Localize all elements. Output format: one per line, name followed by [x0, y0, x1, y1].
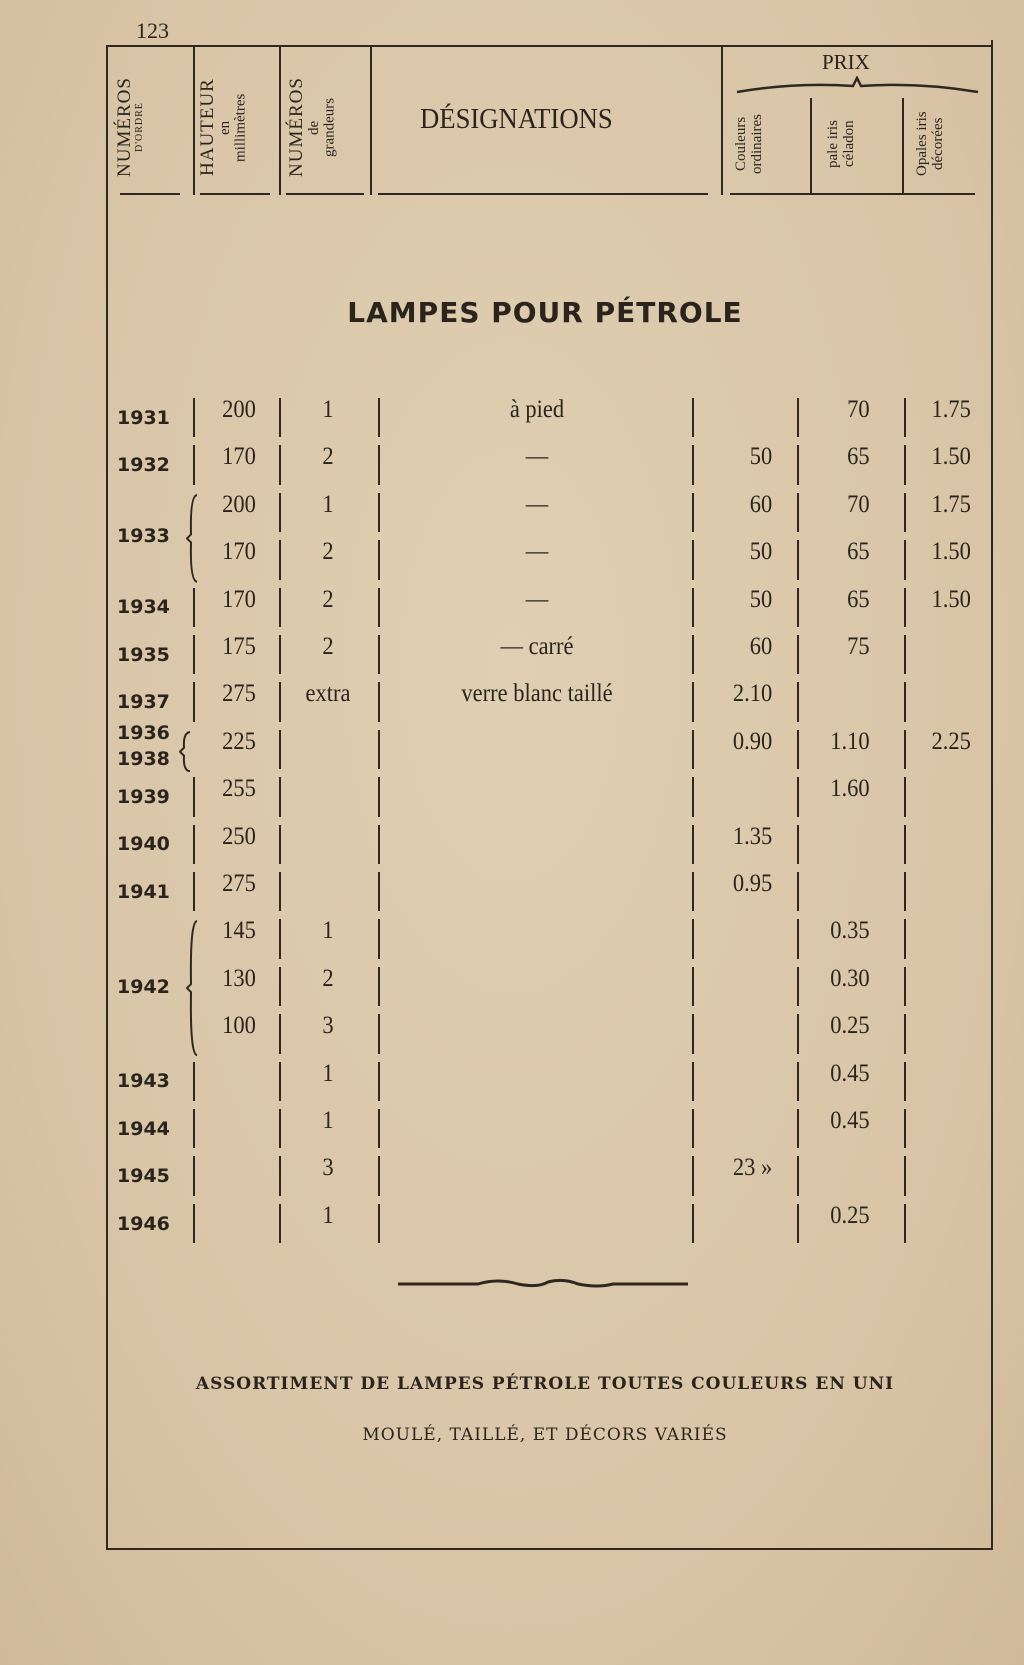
- column-rule: [904, 730, 906, 769]
- price-pale-cell: 75: [847, 633, 870, 660]
- column-rule: [692, 445, 694, 484]
- column-rule: [279, 919, 281, 958]
- column-rule: [279, 588, 281, 627]
- price-opales-cell: 1.50: [931, 585, 971, 613]
- hauteur-cell: 225: [222, 727, 256, 755]
- column-rule: [193, 825, 195, 864]
- section-title: LAMPES POUR PÉTROLE: [347, 296, 743, 329]
- hauteur-cell: 200: [222, 490, 256, 518]
- column-rule: [692, 919, 694, 958]
- column-rule: [378, 588, 380, 627]
- column-rule: [692, 1014, 694, 1053]
- column-rule: [797, 493, 799, 532]
- header-numeros-ordre: [115, 70, 145, 185]
- price-opales-cell: 1.50: [931, 538, 971, 566]
- column-rule: [797, 540, 799, 579]
- price-pale-cell: 0.25: [830, 1012, 870, 1040]
- column-rule: [378, 730, 380, 769]
- grandeur-cell: 2: [322, 964, 334, 992]
- column-rule: [279, 493, 281, 532]
- column-rule: [193, 1204, 195, 1243]
- header-text: HAUTEUR: [197, 78, 218, 177]
- grandeur-cell: 1: [322, 1059, 334, 1087]
- column-rule: [279, 777, 281, 816]
- column-rule: [692, 1156, 694, 1195]
- header-rule: [378, 193, 708, 195]
- header-divider: [279, 47, 281, 195]
- column-rule: [797, 1204, 799, 1243]
- grandeur-cell: 1: [322, 490, 334, 518]
- column-rule: [692, 872, 694, 911]
- column-rule: [378, 777, 380, 816]
- grandeur-cell: 3: [322, 1012, 334, 1040]
- price-opales-cell: 2.25: [931, 727, 971, 755]
- column-rule: [904, 682, 906, 721]
- order-number: 1946: [117, 1212, 170, 1235]
- order-number: 1937: [117, 691, 170, 714]
- header-text: ordinaires: [748, 114, 765, 174]
- column-rule: [378, 1062, 380, 1101]
- column-rule: [692, 967, 694, 1006]
- header-rule: [120, 193, 180, 195]
- order-number: 1931: [117, 406, 170, 429]
- order-number: 1932: [117, 454, 170, 477]
- column-rule: [378, 635, 380, 674]
- header-text: grandeurs: [321, 97, 338, 158]
- hauteur-cell: 170: [222, 538, 256, 566]
- designation-cell: —: [525, 490, 549, 518]
- column-rule: [279, 635, 281, 674]
- header-hauteur: [198, 70, 249, 185]
- column-rule: [279, 1156, 281, 1195]
- column-rule: [797, 1014, 799, 1053]
- column-rule: [279, 540, 281, 579]
- column-rule: [692, 730, 694, 769]
- page-number: 123: [136, 18, 169, 43]
- header-rule: [286, 193, 364, 195]
- ornament-divider-icon: [398, 1276, 688, 1292]
- price-couleurs-cell: 60: [749, 633, 773, 660]
- price-couleurs-cell: 50: [749, 443, 773, 471]
- grandeur-cell: 1: [322, 1107, 334, 1134]
- column-rule: [797, 445, 799, 484]
- column-rule: [904, 588, 906, 627]
- column-rule: [193, 1062, 195, 1101]
- column-rule: [279, 1062, 281, 1101]
- column-rule: [378, 540, 380, 579]
- column-rule: [904, 540, 906, 579]
- column-rule: [378, 967, 380, 1006]
- column-rule: [692, 588, 694, 627]
- column-rule: [378, 398, 380, 437]
- header-divider: [370, 47, 372, 195]
- price-pale-cell: 70: [847, 396, 870, 423]
- hauteur-cell: 255: [222, 775, 256, 803]
- column-rule: [692, 398, 694, 437]
- column-rule: [904, 493, 906, 532]
- column-rule: [904, 872, 906, 911]
- price-couleurs-cell: 0.90: [732, 727, 773, 755]
- hauteur-cell: 170: [222, 443, 256, 471]
- price-couleurs-cell: 60: [749, 490, 773, 518]
- header-text: pale iris: [825, 120, 841, 168]
- footer-line-1: ASSORTIMENT DE LAMPES PÉTROLE TOUTES COULEURS EN UNI: [195, 1374, 895, 1394]
- column-rule: [797, 682, 799, 721]
- order-number: 1941: [117, 880, 170, 903]
- price-pale-cell: 0.30: [830, 964, 870, 992]
- column-rule: [797, 635, 799, 674]
- hauteur-cell: 100: [222, 1012, 256, 1040]
- hauteur-cell: 130: [222, 964, 256, 992]
- hauteur-cell: 145: [222, 917, 256, 945]
- column-rule: [378, 1204, 380, 1243]
- header-couleurs: [734, 98, 766, 190]
- column-rule: [193, 1156, 195, 1195]
- column-rule: [378, 919, 380, 958]
- grandeur-cell: 2: [322, 585, 334, 613]
- footer-line-2: MOULÉ, TAILLÉ, ET DÉCORS VARIÉS: [362, 1425, 728, 1445]
- price-pale-cell: 1.60: [830, 775, 870, 803]
- column-rule: [279, 445, 281, 484]
- column-rule: [904, 1062, 906, 1101]
- column-rule: [193, 1109, 195, 1148]
- header-opales: [915, 98, 947, 190]
- column-rule: [692, 540, 694, 579]
- order-number: 1944: [117, 1117, 170, 1140]
- order-number: 1939: [117, 785, 170, 808]
- price-couleurs-cell: 23 »: [732, 1154, 773, 1182]
- column-rule: [279, 1014, 281, 1053]
- header-text: en: [216, 120, 233, 135]
- frame-bottom: [106, 1548, 993, 1550]
- grandeur-cell: 1: [322, 917, 334, 945]
- designation-cell: — carré: [500, 633, 574, 660]
- header-text: D'ORDRE: [133, 102, 145, 153]
- header-text: de: [305, 120, 322, 135]
- price-pale-cell: 65: [847, 585, 870, 613]
- column-rule: [904, 777, 906, 816]
- price-pale-cell: 65: [847, 538, 870, 566]
- column-rule: [279, 872, 281, 911]
- header-rule: [200, 193, 270, 195]
- header-rule: [730, 193, 975, 195]
- order-number: 1943: [117, 1070, 170, 1093]
- column-rule: [193, 588, 195, 627]
- grandeur-cell: 2: [322, 538, 334, 566]
- column-rule: [193, 777, 195, 816]
- column-rule: [193, 872, 195, 911]
- order-number: 1933: [117, 525, 170, 548]
- hauteur-cell: 175: [222, 633, 256, 660]
- column-rule: [378, 1014, 380, 1053]
- brace-icon: [186, 494, 200, 583]
- designation-cell: —: [525, 585, 549, 613]
- price-couleurs-cell: 50: [749, 585, 773, 613]
- column-rule: [797, 777, 799, 816]
- column-rule: [797, 730, 799, 769]
- column-rule: [692, 635, 694, 674]
- designation-cell: —: [525, 538, 549, 566]
- column-rule: [279, 682, 281, 721]
- column-rule: [279, 730, 281, 769]
- grandeur-cell: 2: [322, 633, 334, 660]
- price-pale-cell: 0.35: [830, 917, 870, 945]
- order-number: 1934: [117, 596, 170, 619]
- column-rule: [279, 398, 281, 437]
- prix-brace-icon: [735, 76, 980, 98]
- column-rule: [797, 588, 799, 627]
- frame-right: [991, 40, 993, 1550]
- order-number: 1935: [117, 643, 170, 666]
- header-text: céladon: [840, 120, 857, 168]
- column-rule: [378, 825, 380, 864]
- column-rule: [904, 1014, 906, 1053]
- order-number: 1945: [117, 1165, 170, 1188]
- designation-cell: —: [525, 443, 549, 471]
- column-rule: [692, 777, 694, 816]
- header-text: Couleurs: [733, 116, 749, 172]
- header-text: Opales iris: [914, 111, 930, 177]
- header-designations: DÉSIGNATIONS: [420, 103, 613, 135]
- grandeur-cell: 1: [322, 396, 334, 423]
- column-rule: [193, 445, 195, 484]
- column-rule: [193, 682, 195, 721]
- column-rule: [904, 445, 906, 484]
- price-couleurs-cell: 50: [749, 538, 773, 566]
- price-pale-cell: 0.45: [830, 1059, 870, 1087]
- column-rule: [193, 398, 195, 437]
- header-text: NUMÉROS: [286, 77, 307, 178]
- header-text: millimètres: [232, 93, 249, 162]
- header-pale: [826, 98, 858, 190]
- column-rule: [279, 1109, 281, 1148]
- price-opales-cell: 1.75: [931, 396, 971, 423]
- order-number: 1942: [117, 975, 170, 998]
- column-rule: [378, 445, 380, 484]
- price-opales-cell: 1.50: [931, 443, 971, 471]
- hauteur-cell: 170: [222, 585, 256, 613]
- price-couleurs-cell: 0.95: [732, 870, 773, 897]
- price-pale-cell: 0.45: [830, 1107, 870, 1134]
- column-rule: [797, 1109, 799, 1148]
- column-rule: [797, 825, 799, 864]
- column-rule: [797, 1062, 799, 1101]
- column-rule: [692, 825, 694, 864]
- price-pale-cell: 70: [847, 490, 870, 518]
- price-couleurs-cell: 2.10: [732, 680, 773, 708]
- order-number: 1936: [117, 721, 170, 744]
- column-rule: [692, 493, 694, 532]
- hauteur-cell: 200: [222, 396, 256, 423]
- column-rule: [904, 398, 906, 437]
- price-pale-cell: 0.25: [830, 1201, 870, 1229]
- header-prix: PRIX: [822, 50, 870, 74]
- frame-left: [106, 45, 108, 1550]
- column-rule: [904, 1109, 906, 1148]
- designation-cell: verre blanc taillé: [461, 680, 613, 708]
- column-rule: [378, 1109, 380, 1148]
- column-rule: [904, 825, 906, 864]
- column-rule: [279, 967, 281, 1006]
- designation-cell: à pied: [509, 396, 565, 423]
- column-rule: [797, 1156, 799, 1195]
- grandeur-cell: 2: [322, 443, 334, 471]
- column-rule: [904, 1204, 906, 1243]
- header-numeros-grandeurs: [287, 70, 338, 185]
- price-pale-cell: 65: [847, 443, 870, 471]
- hauteur-cell: 275: [222, 680, 256, 708]
- column-rule: [193, 635, 195, 674]
- header-divider: [193, 47, 195, 195]
- column-rule: [378, 682, 380, 721]
- column-rule: [692, 1204, 694, 1243]
- column-rule: [378, 1156, 380, 1195]
- column-rule: [904, 967, 906, 1006]
- hauteur-cell: 275: [222, 870, 256, 897]
- grandeur-cell: 1: [322, 1201, 334, 1229]
- price-couleurs-cell: 1.35: [732, 822, 773, 850]
- frame-top: [106, 45, 993, 47]
- column-rule: [279, 825, 281, 864]
- column-rule: [904, 635, 906, 674]
- column-rule: [279, 1204, 281, 1243]
- header-divider: [810, 98, 812, 193]
- column-rule: [904, 1156, 906, 1195]
- column-rule: [378, 872, 380, 911]
- order-number: 1938: [117, 747, 170, 770]
- brace-icon: [179, 731, 193, 772]
- order-number: 1940: [117, 833, 170, 856]
- header-divider: [902, 98, 904, 193]
- brace-icon: [186, 920, 200, 1056]
- header-text: décorées: [929, 117, 946, 171]
- grandeur-cell: extra: [305, 680, 351, 708]
- column-rule: [692, 1109, 694, 1148]
- header-divider: [721, 47, 723, 195]
- column-rule: [692, 1062, 694, 1101]
- hauteur-cell: 250: [222, 822, 256, 850]
- column-rule: [692, 682, 694, 721]
- column-rule: [797, 919, 799, 958]
- column-rule: [797, 398, 799, 437]
- column-rule: [904, 919, 906, 958]
- column-rule: [797, 967, 799, 1006]
- price-pale-cell: 1.10: [830, 727, 870, 755]
- header-text: NUMÉROS: [114, 77, 135, 178]
- column-rule: [378, 493, 380, 532]
- grandeur-cell: 3: [322, 1154, 334, 1182]
- column-rule: [797, 872, 799, 911]
- price-opales-cell: 1.75: [931, 490, 971, 518]
